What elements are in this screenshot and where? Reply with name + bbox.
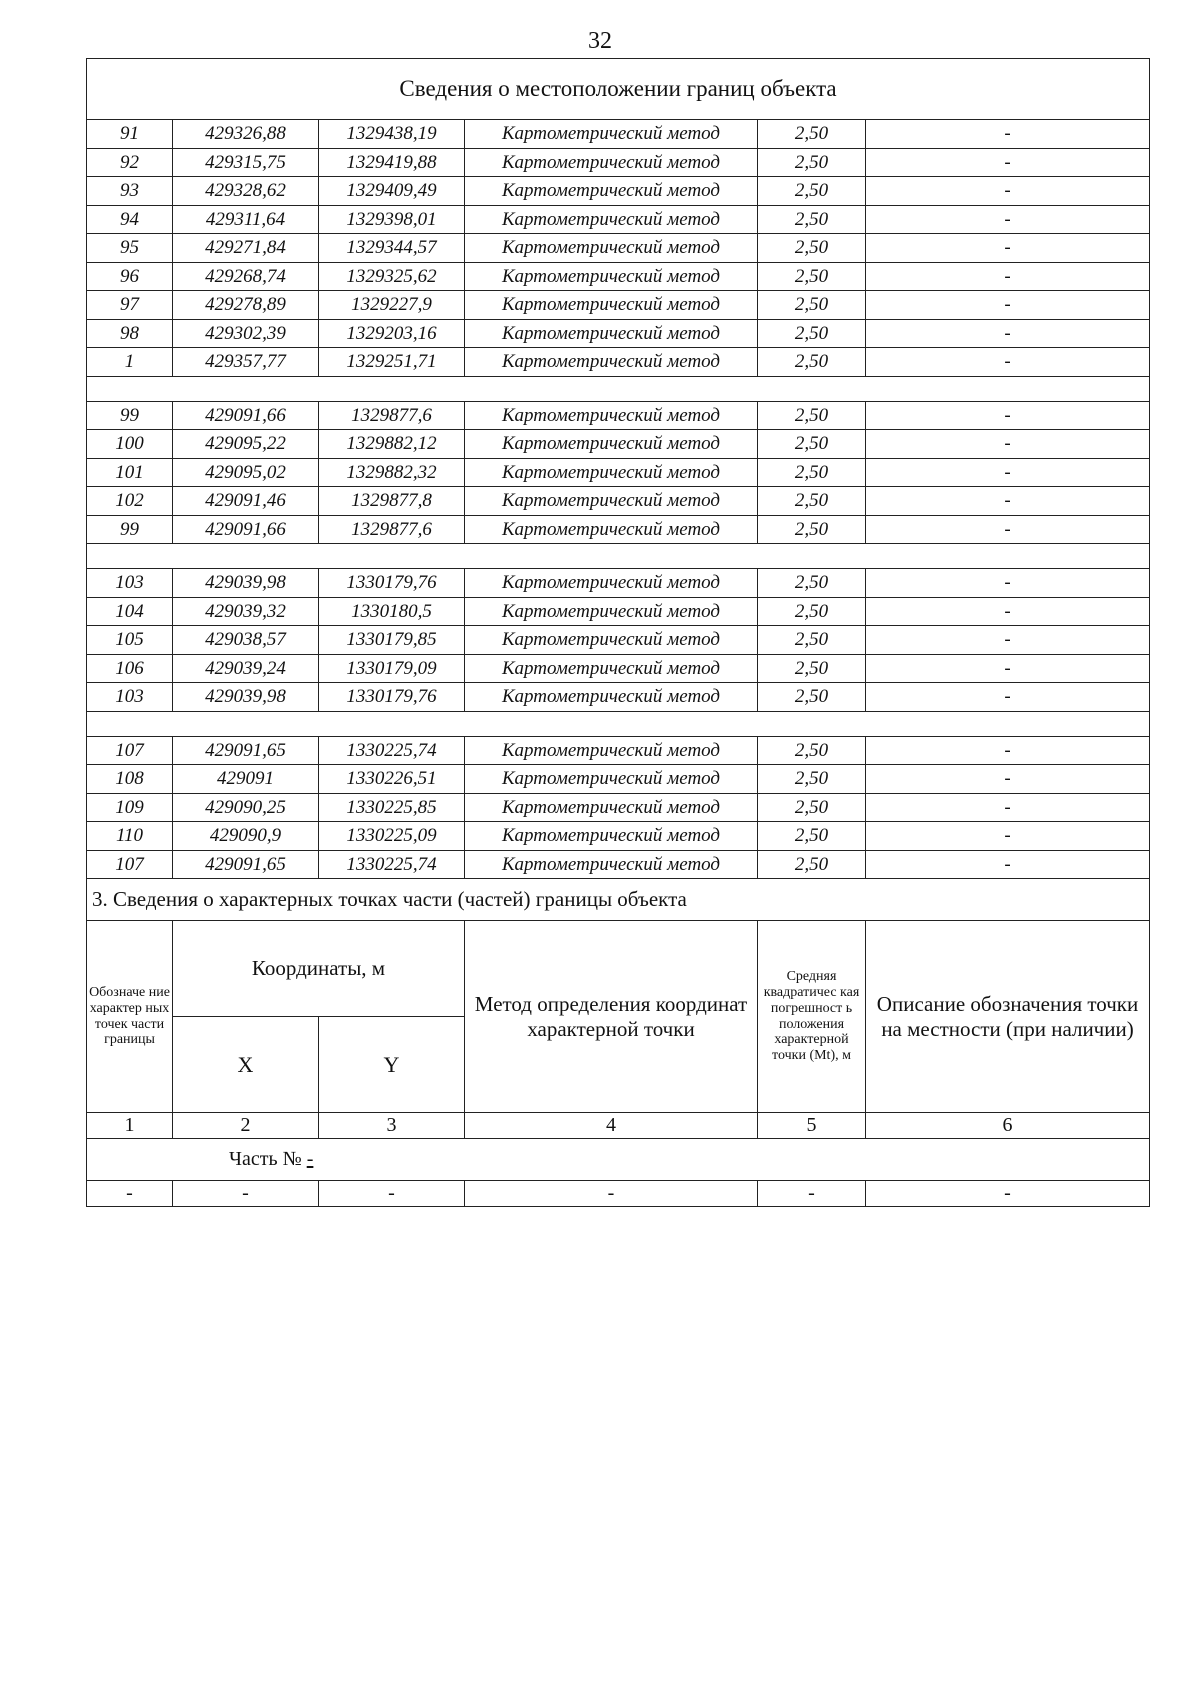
coord-x-cell: 429095,22 [173, 430, 319, 459]
table-row [87, 148, 1150, 177]
coord-x-cell: 429357,77 [173, 348, 319, 377]
coord-y-cell: 1329251,71 [319, 348, 465, 377]
coord-x-cell: 429311,64 [173, 205, 319, 234]
description-cell: - [866, 822, 1150, 851]
table-row [87, 487, 1150, 516]
column-number: 4 [465, 1113, 758, 1139]
coord-y-cell: 1330179,09 [319, 654, 465, 683]
separator-cell [87, 544, 1150, 569]
table-row [87, 654, 1150, 683]
header-method: Метод определения координат характерной точки [465, 921, 758, 1113]
description-cell: - [866, 458, 1150, 487]
description-cell: - [866, 515, 1150, 544]
header-x: X [173, 1017, 319, 1113]
description-cell: - [866, 291, 1150, 320]
point-id-cell: 101 [87, 458, 173, 487]
method-cell: Картометрический метод [465, 569, 758, 598]
error-mt-cell: 2,50 [758, 430, 866, 459]
description-cell: - [866, 487, 1150, 516]
error-mt-cell: - [758, 1181, 866, 1207]
table-row [87, 177, 1150, 206]
method-cell: Картометрический метод [465, 205, 758, 234]
coord-x-cell: - [173, 1181, 319, 1207]
header-coordinates: Координаты, м [173, 921, 465, 1017]
error-mt-cell: 2,50 [758, 291, 866, 320]
boundary-table [86, 58, 1150, 1207]
description-cell: - [866, 177, 1150, 206]
coord-y-cell: 1329877,8 [319, 487, 465, 516]
description-cell: - [866, 597, 1150, 626]
error-mt-cell: 2,50 [758, 822, 866, 851]
table-row [87, 120, 1150, 149]
table-row [87, 319, 1150, 348]
point-id-cell: 105 [87, 626, 173, 655]
coord-y-cell: 1329419,88 [319, 148, 465, 177]
error-mt-cell: 2,50 [758, 736, 866, 765]
description-cell: - [866, 683, 1150, 712]
table-row [87, 291, 1150, 320]
description-cell: - [866, 654, 1150, 683]
column-number: 1 [87, 1113, 173, 1139]
error-mt-cell: 2,50 [758, 683, 866, 712]
method-cell: Картометрический метод [465, 736, 758, 765]
method-cell: Картометрический метод [465, 291, 758, 320]
coord-y-cell: 1329882,32 [319, 458, 465, 487]
point-id-cell: 92 [87, 148, 173, 177]
method-cell: Картометрический метод [465, 120, 758, 149]
table-caption: Сведения о местоположении границ объекта [87, 59, 1150, 120]
description-cell: - [866, 205, 1150, 234]
table-row [87, 736, 1150, 765]
point-id-cell: 93 [87, 177, 173, 206]
point-id-cell: 103 [87, 569, 173, 598]
section3-title: 3. Сведения о характерных точках части (частей) границы объекта [87, 879, 1150, 921]
point-id-cell: 1 [87, 348, 173, 377]
coord-x-cell: 429091 [173, 765, 319, 794]
coord-y-cell: 1329398,01 [319, 205, 465, 234]
method-cell: Картометрический метод [465, 626, 758, 655]
part-row [87, 1139, 1150, 1181]
description-cell: - [866, 430, 1150, 459]
coord-y-cell: 1329344,57 [319, 234, 465, 263]
point-id-cell: 96 [87, 262, 173, 291]
error-mt-cell: 2,50 [758, 348, 866, 377]
method-cell: Картометрический метод [465, 515, 758, 544]
point-id-cell: 91 [87, 120, 173, 149]
table-row [87, 1181, 1150, 1207]
error-mt-cell: 2,50 [758, 319, 866, 348]
table-row [87, 850, 1150, 879]
coord-x-cell: 429091,65 [173, 850, 319, 879]
error-mt-cell: 2,50 [758, 569, 866, 598]
header-description: Описание обозначения точки на местности (при наличии) [866, 921, 1150, 1113]
description-cell: - [866, 262, 1150, 291]
point-id-cell: 109 [87, 793, 173, 822]
description-cell: - [866, 319, 1150, 348]
coord-x-cell: 429095,02 [173, 458, 319, 487]
point-id-cell: 110 [87, 822, 173, 851]
caption-row [87, 59, 1150, 120]
separator-cell [87, 376, 1150, 401]
coord-y-cell: 1329438,19 [319, 120, 465, 149]
coord-y-cell: 1329877,6 [319, 401, 465, 430]
part-number-cell [87, 1139, 1150, 1181]
point-id-cell: 94 [87, 205, 173, 234]
table-row [87, 683, 1150, 712]
error-mt-cell: 2,50 [758, 487, 866, 516]
point-id-cell: 103 [87, 683, 173, 712]
point-id-cell: 95 [87, 234, 173, 263]
point-id-cell: 107 [87, 736, 173, 765]
coord-y-cell: 1330179,76 [319, 683, 465, 712]
method-cell: Картометрический метод [465, 458, 758, 487]
coord-y-cell: 1330225,85 [319, 793, 465, 822]
coord-x-cell: 429039,24 [173, 654, 319, 683]
coord-x-cell: 429268,74 [173, 262, 319, 291]
description-cell: - [866, 569, 1150, 598]
error-mt-cell: 2,50 [758, 515, 866, 544]
point-id-cell: 102 [87, 487, 173, 516]
coord-y-cell: 1329409,49 [319, 177, 465, 206]
coord-x-cell: 429091,65 [173, 736, 319, 765]
method-cell: Картометрический метод [465, 597, 758, 626]
coord-x-cell: 429039,32 [173, 597, 319, 626]
coord-x-cell: 429039,98 [173, 569, 319, 598]
description-cell: - [866, 850, 1150, 879]
point-id-cell: 99 [87, 515, 173, 544]
point-id-cell: 106 [87, 654, 173, 683]
coord-y-cell: 1329325,62 [319, 262, 465, 291]
coord-x-cell: 429315,75 [173, 148, 319, 177]
column-number: 5 [758, 1113, 866, 1139]
method-cell: Картометрический метод [465, 401, 758, 430]
table-row [87, 401, 1150, 430]
method-cell: Картометрический метод [465, 683, 758, 712]
method-cell: Картометрический метод [465, 793, 758, 822]
coord-y-cell: 1329203,16 [319, 319, 465, 348]
coord-y-cell: 1330179,76 [319, 569, 465, 598]
column-number: 2 [173, 1113, 319, 1139]
error-mt-cell: 2,50 [758, 234, 866, 263]
coord-y-cell: 1330225,74 [319, 850, 465, 879]
part-label: Часть № [229, 1148, 302, 1170]
method-cell: Картометрический метод [465, 348, 758, 377]
description-cell: - [866, 401, 1150, 430]
method-cell: Картометрический метод [465, 177, 758, 206]
coord-x-cell: 429038,57 [173, 626, 319, 655]
method-cell: Картометрический метод [465, 487, 758, 516]
method-cell: - [465, 1181, 758, 1207]
header-point-designation: Обозначе ние характер ных точек части границы [87, 921, 173, 1113]
table-row [87, 626, 1150, 655]
header-error: Средняя квадратичес кая погрешност ь положения характерной точки (Mt), м [758, 921, 866, 1113]
method-cell: Картометрический метод [465, 234, 758, 263]
table-row [87, 597, 1150, 626]
coord-y-cell: 1329227,9 [319, 291, 465, 320]
error-mt-cell: 2,50 [758, 120, 866, 149]
coord-x-cell: 429039,98 [173, 683, 319, 712]
section3-header-row [87, 921, 1150, 1017]
coord-x-cell: 429091,46 [173, 487, 319, 516]
error-mt-cell: 2,50 [758, 626, 866, 655]
coord-x-cell: 429091,66 [173, 515, 319, 544]
point-id-cell: 98 [87, 319, 173, 348]
group-separator [87, 711, 1150, 736]
description-cell: - [866, 765, 1150, 794]
group-separator [87, 376, 1150, 401]
coord-x-cell: 429090,25 [173, 793, 319, 822]
table-row [87, 262, 1150, 291]
method-cell: Картометрический метод [465, 822, 758, 851]
table-row [87, 458, 1150, 487]
error-mt-cell: 2,50 [758, 765, 866, 794]
table-row [87, 348, 1150, 377]
part-value: - [306, 1148, 314, 1170]
method-cell: Картометрический метод [465, 262, 758, 291]
error-mt-cell: 2,50 [758, 401, 866, 430]
separator-cell [87, 711, 1150, 736]
point-id-cell: 99 [87, 401, 173, 430]
description-cell: - [866, 148, 1150, 177]
point-id-cell: 104 [87, 597, 173, 626]
column-number: 3 [319, 1113, 465, 1139]
coord-y-cell: 1330180,5 [319, 597, 465, 626]
description-cell: - [866, 120, 1150, 149]
column-numbers-row [87, 1113, 1150, 1139]
method-cell: Картометрический метод [465, 148, 758, 177]
page-number: 32 [588, 28, 612, 54]
description-cell: - [866, 1181, 1150, 1207]
coord-x-cell: 429271,84 [173, 234, 319, 263]
table-row [87, 205, 1150, 234]
error-mt-cell: 2,50 [758, 793, 866, 822]
section3-title-row [87, 879, 1150, 921]
coord-y-cell: 1329882,12 [319, 430, 465, 459]
boundary-table-body [87, 59, 1150, 1207]
description-cell: - [866, 793, 1150, 822]
error-mt-cell: 2,50 [758, 654, 866, 683]
point-id-cell: - [87, 1181, 173, 1207]
coord-y-cell: - [319, 1181, 465, 1207]
method-cell: Картометрический метод [465, 850, 758, 879]
coord-x-cell: 429090,9 [173, 822, 319, 851]
coord-x-cell: 429278,89 [173, 291, 319, 320]
method-cell: Картометрический метод [465, 654, 758, 683]
table-row [87, 515, 1150, 544]
coord-y-cell: 1330225,09 [319, 822, 465, 851]
coord-y-cell: 1329877,6 [319, 515, 465, 544]
table-row [87, 569, 1150, 598]
description-cell: - [866, 234, 1150, 263]
error-mt-cell: 2,50 [758, 597, 866, 626]
point-id-cell: 108 [87, 765, 173, 794]
table-row [87, 765, 1150, 794]
coord-y-cell: 1330225,74 [319, 736, 465, 765]
group-separator [87, 544, 1150, 569]
table-row [87, 234, 1150, 263]
coord-x-cell: 429091,66 [173, 401, 319, 430]
method-cell: Картометрический метод [465, 765, 758, 794]
table-row [87, 430, 1150, 459]
point-id-cell: 107 [87, 850, 173, 879]
column-number: 6 [866, 1113, 1150, 1139]
error-mt-cell: 2,50 [758, 850, 866, 879]
coord-x-cell: 429326,88 [173, 120, 319, 149]
error-mt-cell: 2,50 [758, 205, 866, 234]
coord-y-cell: 1330179,85 [319, 626, 465, 655]
table-row [87, 793, 1150, 822]
description-cell: - [866, 348, 1150, 377]
coord-x-cell: 429328,62 [173, 177, 319, 206]
point-id-cell: 97 [87, 291, 173, 320]
method-cell: Картометрический метод [465, 319, 758, 348]
coord-y-cell: 1330226,51 [319, 765, 465, 794]
method-cell: Картометрический метод [465, 430, 758, 459]
description-cell: - [866, 736, 1150, 765]
point-id-cell: 100 [87, 430, 173, 459]
header-y: Y [319, 1017, 465, 1113]
error-mt-cell: 2,50 [758, 177, 866, 206]
error-mt-cell: 2,50 [758, 458, 866, 487]
error-mt-cell: 2,50 [758, 262, 866, 291]
error-mt-cell: 2,50 [758, 148, 866, 177]
coord-x-cell: 429302,39 [173, 319, 319, 348]
table-row [87, 822, 1150, 851]
description-cell: - [866, 626, 1150, 655]
